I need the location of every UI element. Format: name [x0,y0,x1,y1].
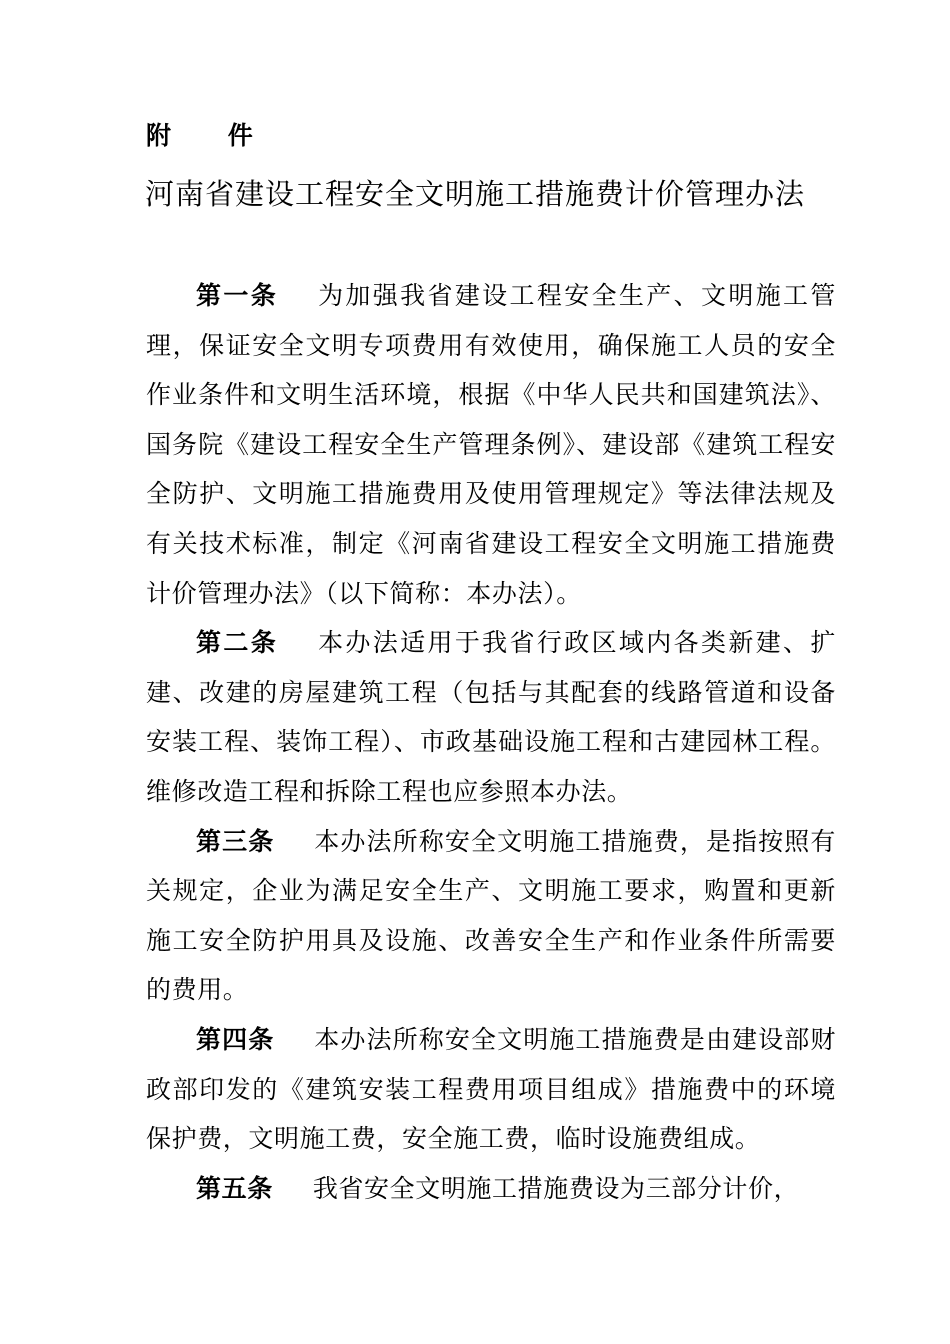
article-number: 第四条 [196,1024,275,1054]
article-text: 本办法所称安全文明施工措施费是由建设部财政部印发的《建筑安装工程费用项目组成》措施费中的环境保护费，文明施工费，安全施工费，临时设施费组成。 [146,1024,836,1154]
article-text: 本办法适用于我省行政区域内各类新建、扩建、改建的房屋建筑工程（包括与其配套的线路管道和设备安装工程、装饰工程）、市政基础设施工程和古建园林工程。维修改造工程和拆除工程也应参照本办法。 [146,628,836,806]
document-title: 河南省建设工程安全文明施工措施费计价管理办法 [144,177,805,211]
document-body [146,271,836,1213]
article-number: 第三条 [196,826,275,856]
article-text: 我省安全文明施工措施费设为三部分计价， [312,1173,800,1203]
article-number: 第二条 [196,628,279,658]
article-2 [146,618,836,816]
article-4 [146,1015,836,1164]
article-text: 为加强我省建设工程安全生产、文明施工管理，保证安全文明专项费用有效使用，确保施工人员的安全作业条件和文明生活环境，根据《中华人民共和国建筑法》、国务院《建设工程安全生产管理条例》、建设部《建筑工程安全防护、文明施工措施费用及使用管理规定》等法律法规及有关技术标准，制定《河南省建设工程安全文明施工措施费计价管理办法》（以下简称：本办法）。 [146,281,836,608]
article-5 [146,1164,836,1214]
article-text: 本办法所称安全文明施工措施费，是指按照有关规定，企业为满足安全生产、文明施工要求，购置和更新施工安全防护用具及设施、改善安全生产和作业条件所需要的费用。 [146,826,836,1005]
article-1 [146,271,836,618]
article-number: 第五条 [196,1173,273,1203]
attachment-label: 附 件 [146,121,277,150]
article-3 [146,817,836,1015]
article-number: 第一条 [196,281,279,310]
